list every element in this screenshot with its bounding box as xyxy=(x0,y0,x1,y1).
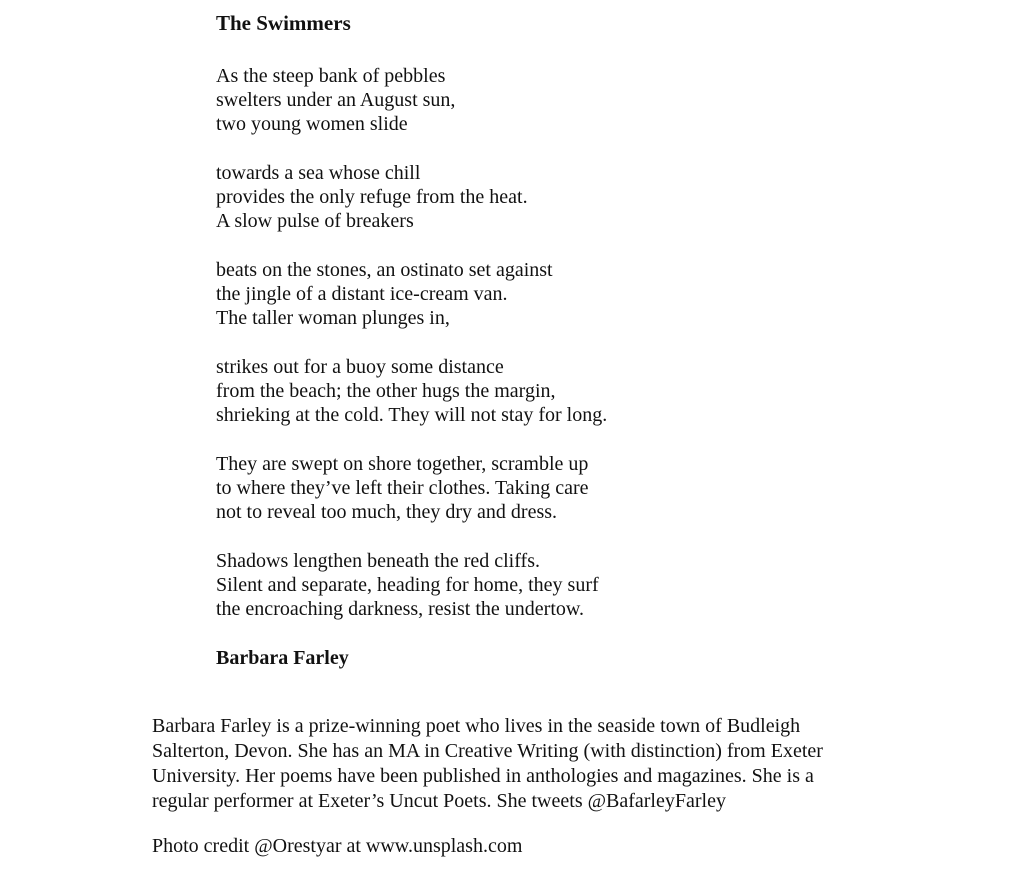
poem xyxy=(216,10,776,670)
poem-stanza-6 xyxy=(216,549,776,621)
poem-line: provides the only refuge from the heat. xyxy=(216,186,528,208)
poem-stanza-1 xyxy=(216,64,776,136)
poem-line: Shadows lengthen beneath the red cliffs. xyxy=(216,550,540,572)
poem-stanza-4 xyxy=(216,355,776,427)
bio-line: Barbara Farley is a prize-winning poet who lives in the seaside town of Budleigh xyxy=(152,715,801,737)
poem-line: As the steep bank of pebbles xyxy=(216,65,446,87)
poem-line: shrieking at the cold. They will not stay for long. xyxy=(216,404,608,426)
poem-line: towards a sea whose chill xyxy=(216,162,421,184)
bio-line: regular performer at Exeter’s Uncut Poets. She tweets @BafarleyFarley xyxy=(152,790,726,812)
poem-line: from the beach; the other hugs the margin, xyxy=(216,380,556,402)
poem-stanza-2 xyxy=(216,161,776,233)
poem-line: two young women slide xyxy=(216,113,408,135)
poem-line: the jingle of a distant ice-cream van. xyxy=(216,283,508,305)
poem-line: They are swept on shore together, scramble up xyxy=(216,453,589,475)
poem-stanza-5 xyxy=(216,452,776,524)
poem-line: to where they’ve left their clothes. Taking care xyxy=(216,477,589,499)
author-bio xyxy=(152,714,912,814)
poem-line: strikes out for a buoy some distance xyxy=(216,356,504,378)
poem-line: the encroaching darkness, resist the undertow. xyxy=(216,598,585,620)
poem-line: The taller woman plunges in, xyxy=(216,307,450,329)
author-signature: Barbara Farley xyxy=(216,647,349,669)
bio-line: Salterton, Devon. She has an MA in Creative Writing (with distinction) from Exeter xyxy=(152,740,823,762)
poem-line: Silent and separate, heading for home, they surf xyxy=(216,574,599,596)
poem-line: swelters under an August sun, xyxy=(216,89,456,111)
poem-line: A slow pulse of breakers xyxy=(216,210,414,232)
poem-line: not to reveal too much, they dry and dress. xyxy=(216,501,558,523)
photo-credit: Photo credit @Orestyar at www.unsplash.com xyxy=(152,835,523,857)
bio-line: University. Her poems have been published in anthologies and magazines. She is a xyxy=(152,765,814,787)
poem-stanza-3 xyxy=(216,258,776,330)
poem-title: The Swimmers xyxy=(216,11,351,35)
poem-line: beats on the stones, an ostinato set against xyxy=(216,259,553,281)
